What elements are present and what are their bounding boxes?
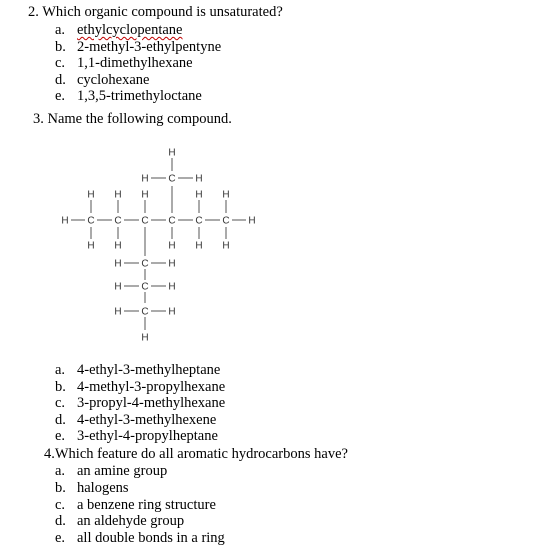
option-letter: a. [55,463,66,479]
option-text: 4-ethyl-3-methylheptane [77,362,221,378]
option-text: halogens [77,480,129,496]
atom-hydrogen: H [114,189,122,201]
option-letter: c. [55,55,66,72]
atom-carbon: C [141,215,149,227]
question-3-option-c [55,395,225,412]
question-4-option-e [55,530,225,547]
option-text: 3-propyl-4-methylhexane [77,395,226,412]
option-letter: a. [55,362,66,378]
option-text: cyclohexane [77,71,150,88]
atom-hydrogen: H [195,173,203,185]
question-2-option-c [55,55,193,72]
option-text: 2-methyl-3-ethylpentyne [77,38,222,55]
atom-hydrogen: H [195,189,203,201]
question-3-option-e [55,428,218,445]
question-4-option-b [55,480,129,497]
option-text: 3-ethyl-4-propylheptane [77,428,218,445]
atom-hydrogen: H [222,189,230,201]
option-text: 4-ethyl-3-methylhexene [77,411,217,428]
atom-hydrogen: H [114,240,122,252]
atom-hydrogen: H [168,147,176,159]
question-3-title: 3. Name the following compound. [33,111,232,127]
option-text: 1,1-dimethylhexane [77,55,193,72]
atom-carbon: C [141,258,149,270]
question-2-title: 2. Which organic compound is unsaturated? [28,4,283,20]
option-text: all double bonds in a ring [77,530,225,546]
option-text: an aldehyde group [77,513,185,529]
atom-hydrogen: H [114,281,122,293]
atom-hydrogen: H [61,215,69,227]
question-4-option-d [55,513,184,530]
atom-hydrogen: H [114,306,122,318]
option-letter: b. [55,378,66,395]
question-4-title: 4.Which feature do all aromatic hydrocarbons have? [44,446,348,462]
atom-carbon: C [168,173,176,185]
atom-hydrogen: H [168,306,176,318]
atom-carbon: C [141,281,149,293]
question-3-option-b [55,379,225,396]
question-2-option-b [55,39,221,56]
atom-hydrogen: H [141,173,149,185]
atom-hydrogen: H [114,258,122,270]
atom-hydrogen: H [168,258,176,270]
question-4-option-c [55,497,216,514]
option-text: 1,3,5-trimethyloctane [77,88,202,105]
question-2-option-e [55,88,202,105]
option-letter: b. [55,38,66,55]
atom-hydrogen: H [168,281,176,293]
atom-carbon: C [141,306,149,318]
atom-carbon: C [87,215,95,227]
question-3-option-d [55,412,216,429]
question-3-option-a [55,362,220,379]
atom-hydrogen: H [141,189,149,201]
option-text: 4-methyl-3-propylhexane [77,378,226,395]
option-text: an amine group [77,463,168,479]
option-text: ethylcyclopentane [77,22,183,38]
atom-hydrogen: H [248,215,256,227]
option-letter: d. [55,513,66,529]
question-4-option-a [55,463,167,480]
atom-carbon: C [114,215,122,227]
option-letter: e. [55,88,66,105]
atom-carbon: C [168,215,176,227]
option-text: a benzene ring structure [77,497,216,513]
atom-hydrogen: H [87,189,95,201]
question-2-option-d [55,72,149,89]
option-letter: d. [55,71,66,88]
question-2-option-a [55,22,182,39]
option-letter: c. [55,497,66,513]
option-letter: a. [55,22,66,38]
atom-hydrogen: H [195,240,203,252]
atom-carbon: C [195,215,203,227]
atom-carbon: C [222,215,230,227]
atom-hydrogen: H [222,240,230,252]
option-letter: e. [55,428,66,445]
atom-hydrogen: H [87,240,95,252]
option-letter: d. [55,411,66,428]
atom-hydrogen: H [168,240,176,252]
option-letter: c. [55,395,66,412]
atom-hydrogen: H [141,332,149,344]
option-letter: e. [55,530,66,546]
option-letter: b. [55,480,66,496]
